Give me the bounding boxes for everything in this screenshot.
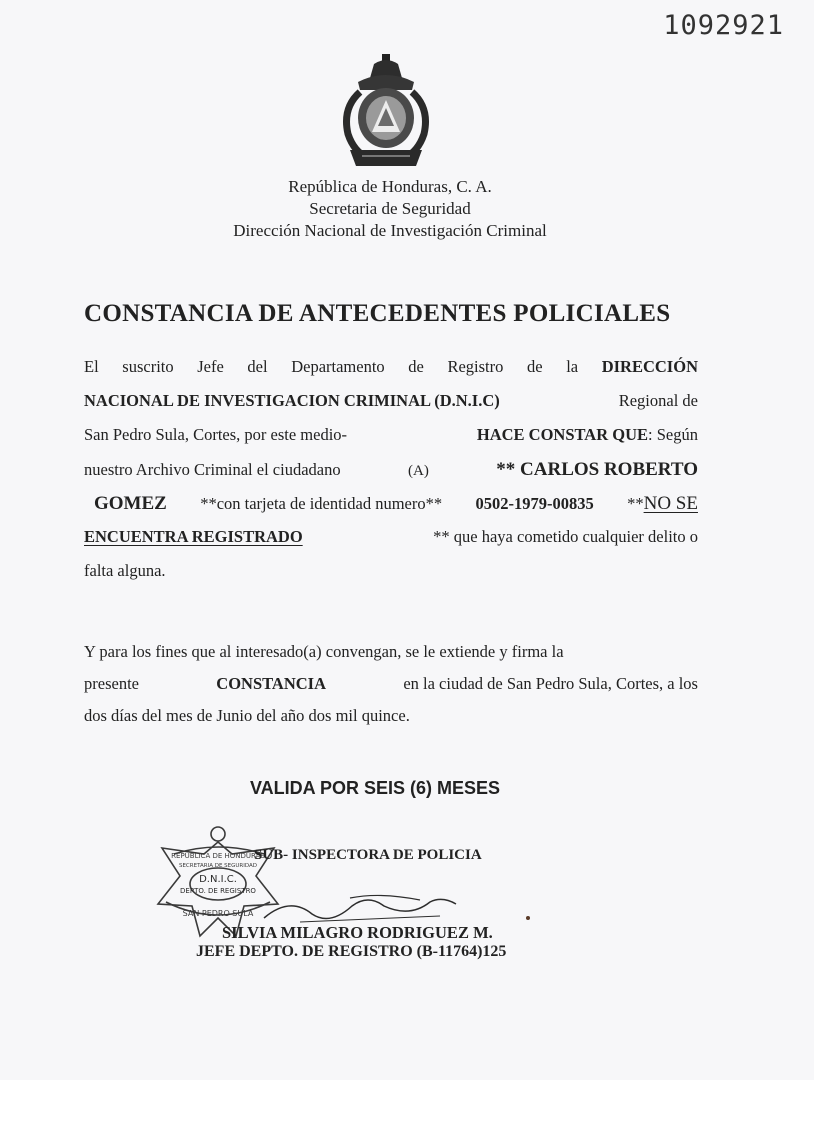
header-directorate: Dirección Nacional de Investigación Criminal [233,221,547,240]
word: Registro [447,357,504,376]
closing-line-3 [84,706,698,738]
citizen-surname: GOMEZ [94,493,167,514]
text: **con tarjeta de identidad numero** [200,494,443,513]
body-line-5 [84,493,698,527]
citizen-name: ** CARLOS ROBERTO [496,459,698,480]
word-bold: DIRECCIÓN [601,357,698,376]
text: ** que haya cometido cualquier delito o [433,527,698,546]
text: Regional de [618,391,698,410]
text: en la ciudad de San Pedro Sula, Cortes, a los [403,674,698,693]
body-line-4 [84,459,698,493]
constancia-word: CONSTANCIA [216,674,327,693]
svg-text:REPUBLICA DE HONDURAS: REPUBLICA DE HONDURAS [171,852,265,860]
word: suscrito [122,357,174,376]
word: El [84,357,99,376]
text: falta alguna. [84,561,166,580]
body-line-7 [84,561,698,595]
header-ministry: Secretaria de Seguridad [309,199,471,218]
serial-number: 1092921 [663,10,784,41]
signer-rank: SUB- INSPECTORA DE POLICIA [254,847,482,863]
text: nuestro Archivo Criminal el ciudadano [84,460,341,479]
body-line-2 [84,391,698,425]
word: Jefe [197,357,224,376]
text: presente [84,674,139,693]
word: de [527,357,543,376]
coat-of-arms-icon [338,52,434,172]
validity-notice: VALIDA POR SEIS (6) MESES [250,778,501,798]
id-number: 0502-1979-00835 [475,494,594,513]
svg-text:SAN PEDRO SULA: SAN PEDRO SULA [182,909,254,918]
svg-text:D.N.I.C.: D.N.I.C. [199,874,237,885]
not-registered-text: NO SE [643,493,698,514]
handwritten-signature-icon [260,888,460,928]
word: de [408,357,424,376]
closing-line-1 [84,642,698,674]
svg-text:DEPTO. DE REGISTRO: DEPTO. DE REGISTRO [180,887,256,895]
body-line-6 [84,527,698,561]
signer-name: SILVIA MILAGRO RODRIGUEZ M. [222,923,493,942]
text: San Pedro Sula, Cortes, por este medio- [84,425,348,444]
certify-phrase: HACE CONSTAR QUE [476,425,649,444]
word: Departamento [291,357,385,376]
text: Y para los fines que al interesado(a) convengan, se le extiende y firma la [84,642,564,661]
text: : Según [648,425,698,444]
signer-title: JEFE DEPTO. DE REGISTRO (B-11764)125 [196,943,507,960]
ink-dot [526,916,530,920]
text: (A) [408,463,429,479]
document-title: CONSTANCIA DE ANTECEDENTES POLICIALES [84,300,671,327]
body-line-1 [84,357,698,391]
header-country: República de Honduras, C. A. [288,177,492,196]
word: del [247,357,268,376]
issue-date-text: dos días del mes de Junio del año dos mil quince. [84,706,410,725]
closing-line-2 [84,674,698,706]
svg-text:SECRETARIA DE SEGURIDAD: SECRETARIA DE SEGURIDAD [178,863,258,869]
issuer-header [180,176,600,242]
agency-name: NACIONAL DE INVESTIGACION CRIMINAL (D.N.I.C) [84,391,500,410]
certification-paragraph [84,357,698,595]
body-line-3 [84,425,698,459]
closing-paragraph [84,642,698,738]
not-registered-text: ENCUENTRA REGISTRADO [84,527,303,546]
word: la [566,357,579,376]
text: ** [627,494,644,513]
